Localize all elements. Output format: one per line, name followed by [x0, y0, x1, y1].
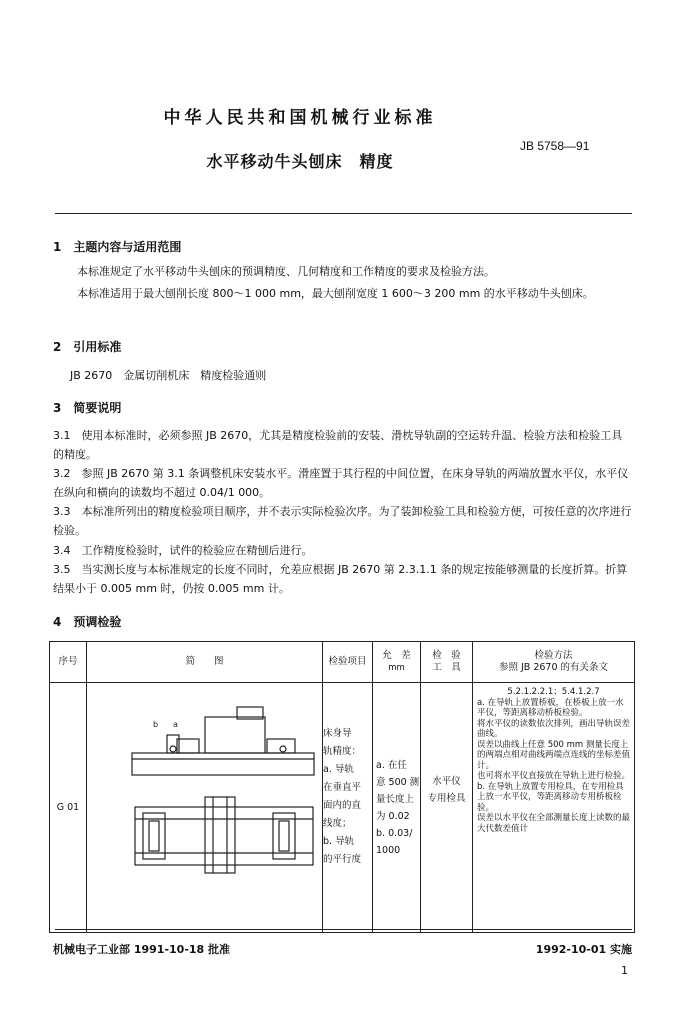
clause-3-4: 3.4 工作精度检验时，试件的检验应在精刨后进行。	[53, 544, 313, 557]
header-tool-line1: 检 验	[432, 650, 461, 661]
tolerance-line: 意 500 测	[376, 777, 420, 788]
header-method	[473, 642, 635, 683]
header-tolerance-label: 允 差	[382, 650, 411, 661]
document-title: 水平移动牛头刨床 精度	[206, 152, 394, 171]
tolerance-line: b. 0.03/	[376, 828, 413, 839]
inspection-item-line: 的平行度	[323, 854, 362, 865]
row-inspection-tool	[421, 683, 473, 933]
section-3-title: 3 简要说明	[53, 401, 122, 415]
inspection-method-line: a. 在导轨上放置桥板，在桥板上放一水平仪，等距离移动桥板检验。	[477, 697, 624, 718]
section-2-title: 2 引用标准	[53, 340, 122, 354]
table-header-row	[50, 642, 635, 683]
header-divider	[55, 213, 632, 214]
level-bubble-a	[170, 746, 176, 752]
bed-plan-outline	[135, 807, 313, 865]
diagram-label-b: b	[153, 719, 159, 729]
row-diagram	[87, 683, 323, 933]
tolerance-line: 1000	[376, 845, 401, 856]
level-bubble-b	[280, 746, 286, 752]
tolerance-line: 量长度上	[376, 794, 415, 805]
table-row	[50, 683, 635, 933]
plan-level-right	[273, 813, 295, 859]
page-number: 1	[621, 964, 628, 977]
inspection-tool-line: 水平仪	[432, 776, 461, 787]
inspection-method-line: 误差以水平仪在全部测量长度上读数的最大代数差值计	[477, 813, 631, 834]
clause-3-5: 3.5 当实测长度与本标准规定的长度不同时，允差应根据 JB 2670 第 2.3.1.1 条的规定按能够测量的长度折算。折算结果小于 0.005 mm 时，仍按 0.005 mm 计。	[53, 563, 628, 595]
elevation-view	[132, 707, 314, 775]
header-tolerance	[373, 642, 421, 683]
plan-slide	[205, 797, 235, 873]
tolerance-line: a. 在任	[376, 760, 407, 771]
row-seq: G 01	[50, 683, 87, 933]
inspection-item-line: 面内的直	[323, 800, 362, 811]
header-tool	[421, 642, 473, 683]
inspection-item-line: 轨精度：	[323, 746, 362, 757]
header-seq: 序号	[50, 642, 87, 683]
organization-title: 中华人民共和国机械行业标准	[163, 108, 437, 128]
header-tolerance-unit: mm	[388, 663, 405, 673]
inspection-item-line: a. 导轨	[323, 764, 354, 775]
inspection-item-line: 线度；	[323, 818, 352, 829]
referenced-standard: JB 2670 金属切削机床 精度检验通则	[70, 369, 267, 382]
diagram-label-a: a	[173, 719, 178, 729]
header-item: 检验项目	[323, 642, 373, 683]
header-method-title: 检验方法	[534, 650, 573, 661]
machine-bed-side	[132, 753, 314, 775]
inspection-method-line: b. 在导轨上放置专用检具，在专用检具上放一水平仪，等距离移动专用桥板检验。	[477, 781, 624, 813]
plan-view	[135, 797, 313, 873]
inspection-method-line: 5.2.1.2.2.1；5.4.1.2.7	[507, 687, 600, 697]
pre-adjustment-inspection-table	[49, 641, 635, 933]
standard-code: JB 5758—91	[520, 139, 590, 153]
plan-level-right-vial	[279, 821, 289, 851]
tolerance-line: 为 0.02	[376, 811, 410, 822]
inspection-method-line: 将水平仪的读数依次排列，画出导轨误差曲线。	[477, 718, 631, 739]
header-method-reference: 参照 JB 2670 的有关条文	[498, 662, 609, 673]
section-1-title: 1 主题内容与适用范围	[53, 240, 182, 254]
inspection-tool-line: 专用检具	[427, 793, 466, 804]
inspection-item-line: b. 导轨	[323, 836, 355, 847]
section-1-paragraph-2: 本标准适用于最大刨削长度 800～1 000 mm，最大刨削宽度 1 600～3 200 mm 的水平移动牛头刨床。	[77, 287, 594, 300]
inspection-method-line: 误差以曲线上任意 500 mm 测量长度上的两端点相对曲线两端点连线的坐标差值计。	[477, 739, 631, 771]
section-4-title: 4 预调检验	[53, 615, 122, 629]
plan-level-left	[143, 813, 165, 859]
footer-divider	[55, 929, 632, 930]
bed-guideway-diagram	[87, 685, 323, 931]
inspection-method-line: 也可将水平仪直接放在导轨上进行检验。	[477, 771, 631, 781]
level-block-a	[177, 739, 199, 753]
clause-3-2: 3.2 参照 JB 2670 第 3.1 条调整机床安装水平。滑座置于其行程的中间位置，在床身导轨的两端放置水平仪，水平仪在纵向和横向的读数均不超过 0.04/1 000。	[53, 467, 629, 499]
row-tolerance	[373, 683, 421, 933]
header-tool-line2: 工 具	[432, 662, 461, 673]
clause-3-1: 3.1 使用本标准时，必须参照 JB 2670，尤其是精度检验前的安装、滑枕导轨副的空运转升温、检验方法和检验工具的精度。	[53, 429, 623, 461]
row-inspection-method	[473, 683, 635, 933]
approval-line: 机械电子工业部 1991-10-18 批准	[53, 943, 231, 956]
ram-slide	[205, 717, 265, 753]
header-diagram: 简 图	[87, 642, 323, 683]
clause-3-3: 3.3 本标准所列出的精度检验项目顺序，并不表示实际检验次序。为了装卸检验工具和检验方便，可按任意的次序进行检验。	[53, 505, 632, 537]
implementation-line: 1992-10-01 实施	[535, 943, 632, 956]
plan-level-left-vial	[149, 821, 159, 851]
inspection-item-line: 在垂直平	[323, 782, 362, 793]
section-1-paragraph-1: 本标准规定了水平移动牛头刨床的预调精度、几何精度和工作精度的要求及检验方法。	[77, 265, 495, 278]
row-inspection-item	[323, 683, 373, 933]
inspection-item-line: 床身导	[323, 728, 352, 739]
